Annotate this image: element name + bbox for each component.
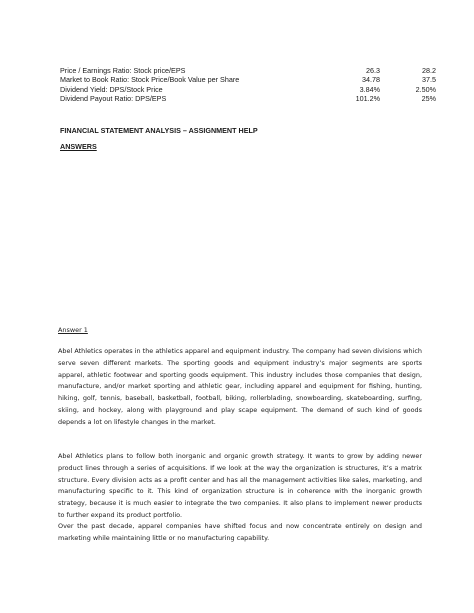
section-heading: FINANCIAL STATEMENT ANALYSIS – ASSIGNMENT HELP — [60, 126, 258, 135]
paragraph-1: Abel Athletics operates in the athletics apparel and equipment industry. The company had seven divisions which serve seven different markets. The sporting goods and equipment industry’s major segments are sports apparel, athletic footwear and sporting goods equipment. This industry includes those companies that design, manufacture, and/or market sporting and athletic gear, including apparel and equipment for fishing, hunting, hiking, golf, tennis, baseball, basketball, football, biking, rollerblading, snowboarding, skateboarding, surfing, skiing, and hockey, along with playground and play scape equipment. The demand of such kind of goods depends a lot on lifestyle changes in the market. — [58, 347, 422, 426]
ratio-value-1: 34.78 — [362, 75, 380, 85]
ratio-label: Price / Earnings Ratio: Stock price/EPS — [60, 66, 186, 75]
ratio-label: Market to Book Ratio: Stock Price/Book Value per Share — [60, 75, 240, 85]
answers-label: ANSWERS — [60, 142, 97, 151]
ratio-row — [60, 66, 436, 75]
ratio-value-2: 25% — [421, 94, 436, 104]
ratio-value-2: 37.5 — [422, 75, 436, 85]
ratio-table — [60, 66, 436, 104]
paragraph-2: Abel Athletics plans to follow both inorganic and organic growth strategy. It wants to grow by adding newer product lines through a series of acquisitions. If we look at the way the organization is structures, it’s a matrix structure. Every division acts as a profit center and has all the management activities like sales, marketing, and manufacturing specific to it. This kind of organization structure is in coherence with the inorganic growth strategy, because it is much easier to integrate the two companies. It also plans to implement newer products to further expand its product portfolio. — [58, 452, 422, 519]
ratio-row — [60, 94, 436, 103]
ratio-value-1: 26.3 — [366, 66, 380, 75]
ratio-value-1: 3.84% — [359, 84, 380, 94]
ratio-value-2: 28.2 — [422, 66, 436, 75]
paragraph-3: Over the past decade, apparel companies have shifted focus and now concentrate entirely on design and marketing while maintaining little or no manufacturing capability. — [58, 522, 422, 542]
ratio-row — [60, 85, 436, 94]
ratio-value-2: 2.50% — [415, 84, 436, 94]
ratio-label: Dividend Yield: DPS/Stock Price — [60, 84, 163, 94]
ratio-label: Dividend Payout Ratio: DPS/EPS — [60, 94, 167, 104]
ratio-value-1: 101.2% — [355, 94, 380, 104]
answer-title: Answer 1 — [58, 326, 88, 334]
ratio-row — [60, 75, 436, 84]
